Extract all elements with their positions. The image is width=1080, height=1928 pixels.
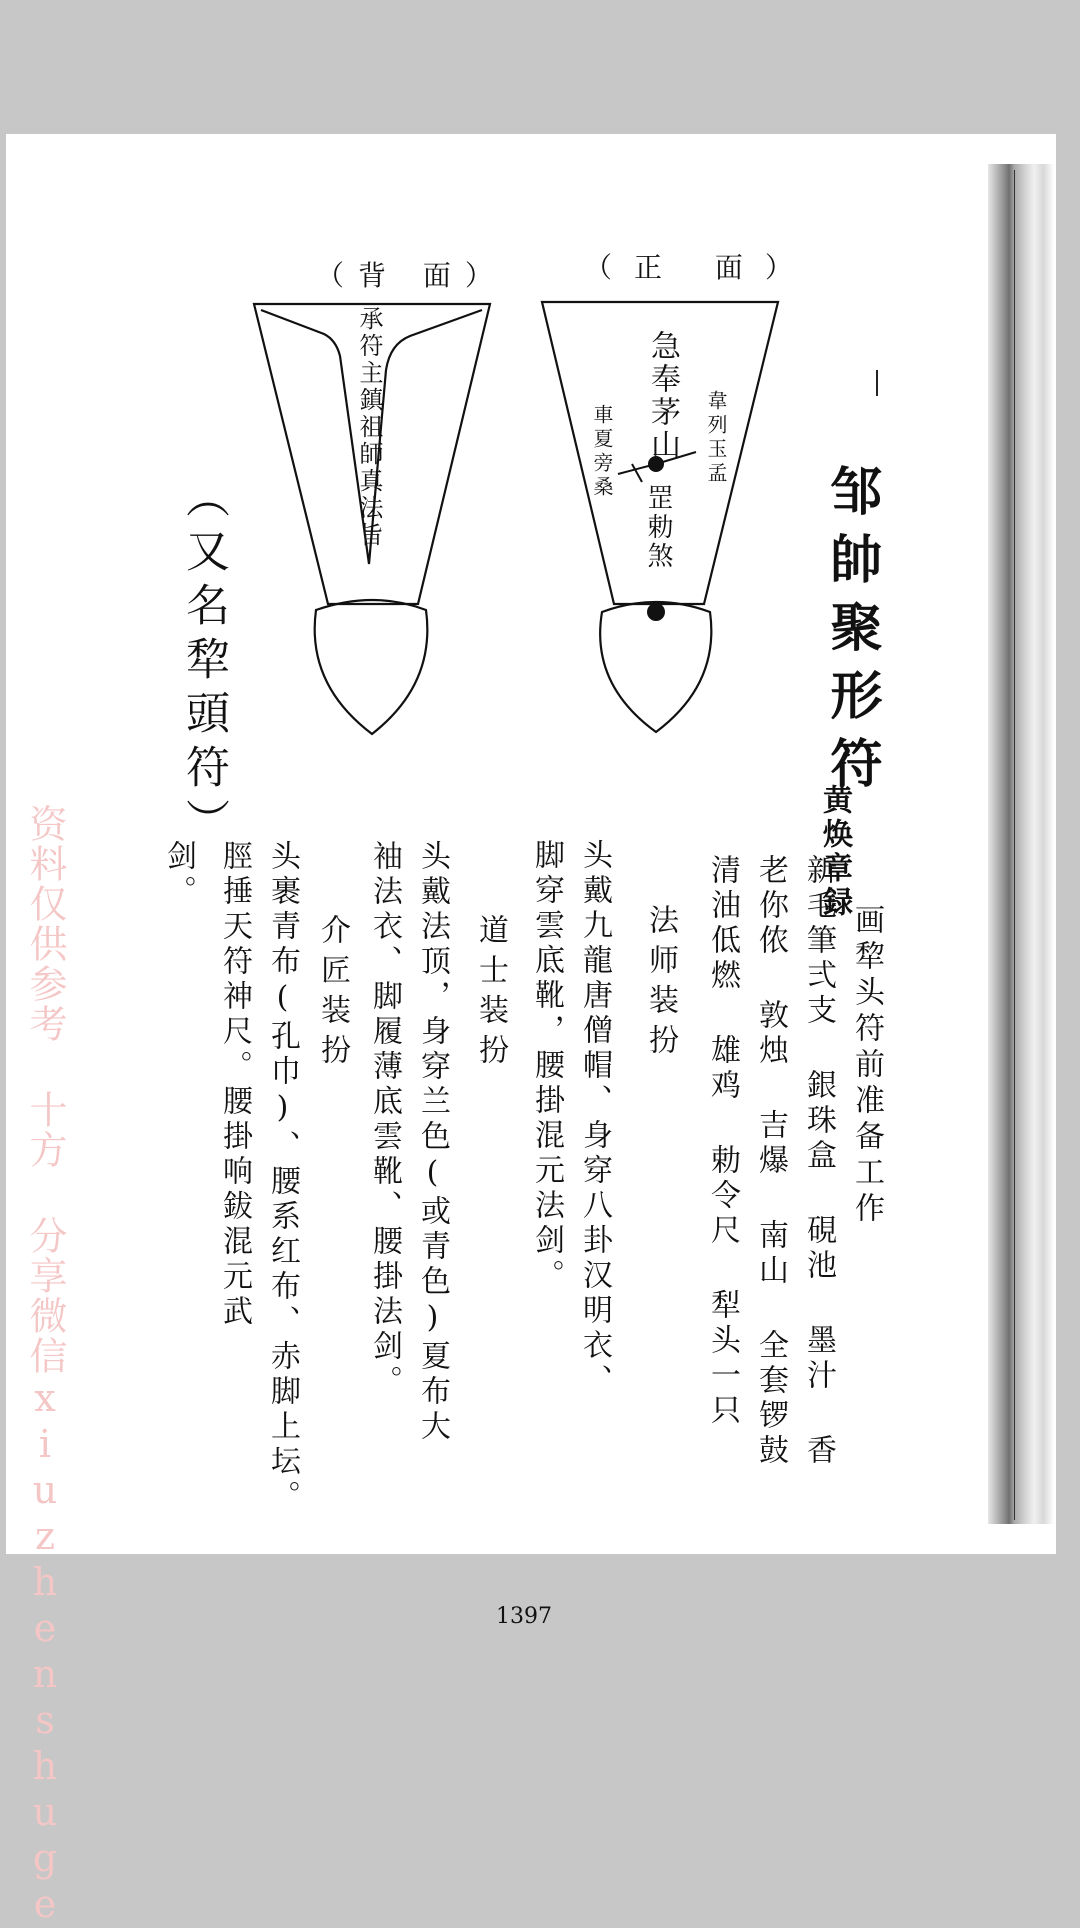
page-number: 1397: [496, 1604, 552, 1629]
prep-line-2: 老你侬 敦烛 吉爆 南山 全套锣鼓: [753, 854, 788, 1469]
watermark-text: 资料仅供参考 十方 分享微信xiuzhenshuge: [23, 804, 67, 1928]
fashi-line-1: 头戴九龍唐僧帽、身穿八卦汉明衣、: [577, 839, 612, 1399]
front-talisman-main: 急奉茅山: [645, 330, 680, 462]
fashi-line-2: 脚穿雲底靴，腰掛混元法剑。: [529, 839, 564, 1294]
front-talisman-line-1: 韋列玉孟: [704, 390, 728, 486]
document-title: 邹帥聚形符: [821, 464, 882, 804]
fashi-heading: 法师装扮: [643, 904, 678, 1064]
back-talisman-text: 承符主鎮祖師真法旨: [355, 306, 383, 549]
jiejiang-heading: 介匠装扮: [315, 914, 350, 1074]
jiejiang-line-1: 头裹青布(孔巾)、腰系红布、赤脚上坛。: [265, 840, 300, 1515]
front-talisman-line-2: 車夏旁桑: [590, 404, 614, 500]
daoshi-line-1: 头戴法顶，身穿兰色(或青色)夏布大: [415, 840, 450, 1445]
prep-line-3: 清油低燃 雄鸡 勅令尺 犁头一只: [705, 854, 740, 1429]
jiejiang-line-3: 剑。: [161, 840, 196, 910]
document-page: [6, 134, 1056, 1928]
binding-line: [1014, 170, 1015, 1520]
author-name: 黄焕章録: [817, 784, 852, 920]
daoshi-heading: 道士装扮: [473, 914, 508, 1074]
front-talisman-lower: 罡勅煞: [643, 484, 673, 571]
daoshi-line-2: 袖法衣、脚履薄底雲靴、腰掛法剑。: [367, 840, 402, 1400]
front-label: （正 面）: [584, 251, 815, 284]
prep-line-1: 新毛筆弍支 銀珠盒 硯池 墨汁 香: [801, 854, 836, 1469]
book-binding-shadow: [988, 164, 1054, 1524]
back-label: （背 面）: [316, 259, 507, 292]
jiejiang-line-2: 脛捶天符神尺。腰掛响鈸混元武: [217, 840, 252, 1330]
prep-heading: 画犂头符前准备工作: [849, 904, 884, 1228]
alias-note: （又名犂頭符）: [178, 474, 229, 852]
